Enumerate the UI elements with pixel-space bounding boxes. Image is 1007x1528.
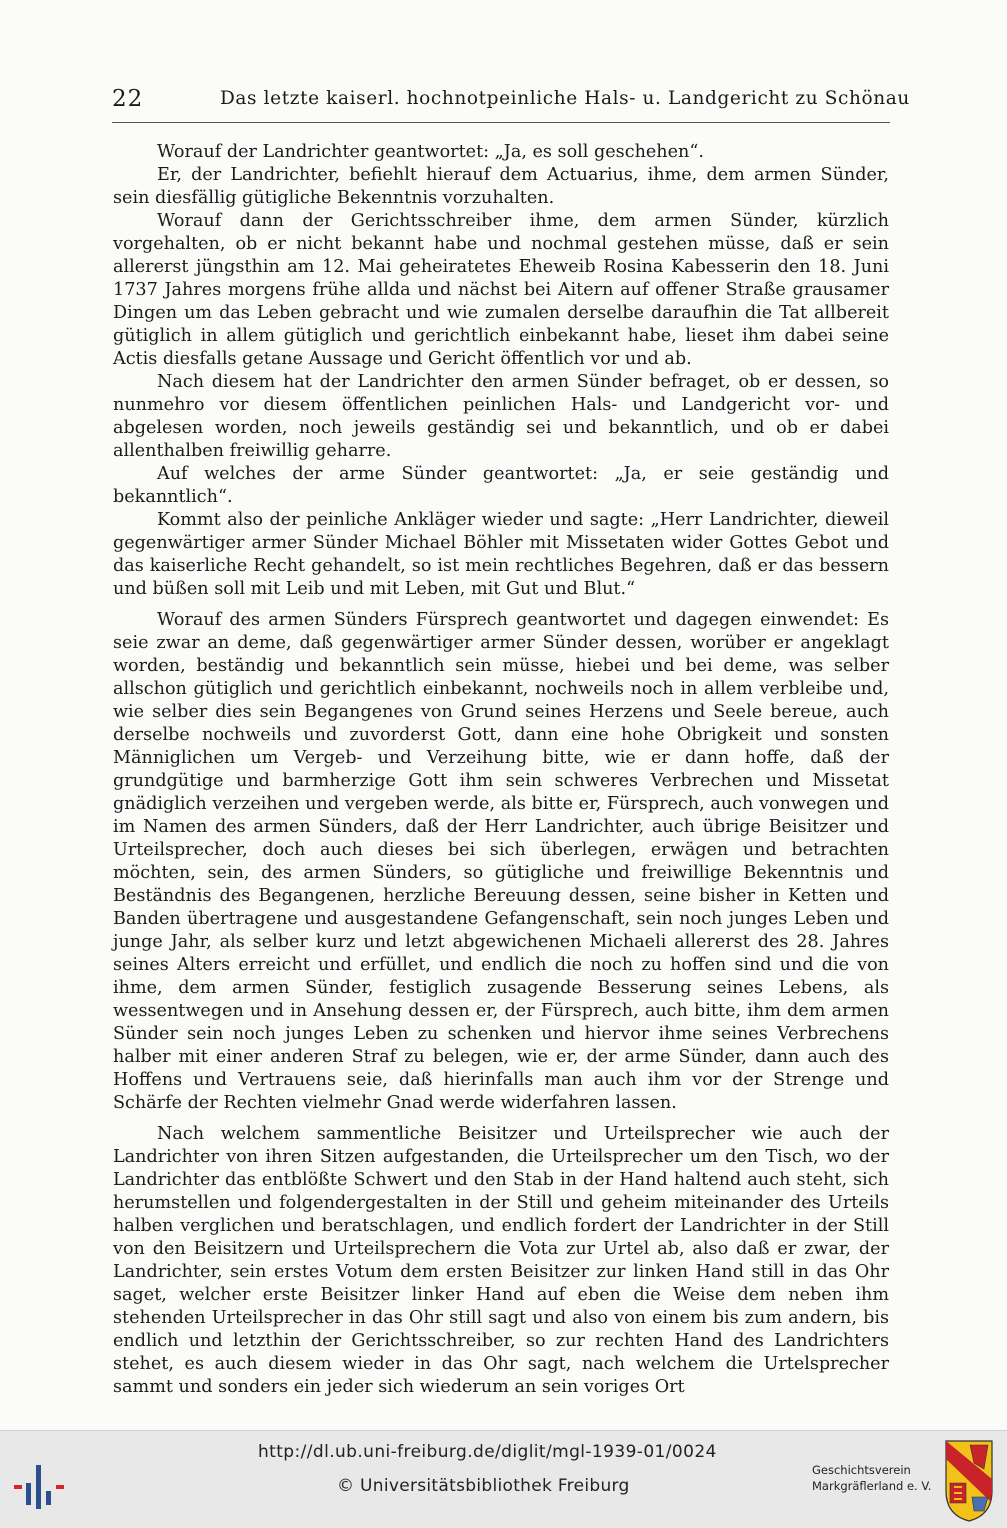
running-head: Das letzte kaiserl. hochnotpeinliche Hals- u. Landgericht zu Schönau	[220, 88, 910, 109]
header-divider	[112, 122, 890, 123]
body-text	[113, 141, 889, 1399]
library-logo-icon[interactable]	[14, 1465, 66, 1509]
page-header	[112, 86, 910, 122]
page-number: 22	[112, 86, 144, 112]
coat-of-arms-icon	[944, 1439, 994, 1523]
paragraph: Worauf dann der Gerichtsschreiber ihme, dem armen Sünder, kürzlich vorgehalten, ob er nicht bekannt habe und nochmal gestehen müsse, daß er sein allererst jüngsthin am 12. Mai geheiratetes Eheweib Rosina Kabesserin den 18. Juni 1737 Jahres morgens frühe allda und nächst bei Aitern auf offener Straße grausamer Dingen um das Leben gebracht und wie zumalen derselbe daraufhin die Tat allbereit gütiglich in allem gütiglich und gerichtlich einbekannt habe, lieset ihm dabei seine Actis diesfalls getane Aussage und Gericht öffentlich vor und ab.	[113, 211, 889, 369]
paragraph: Nach welchem sammentliche Beisitzer und Urteilsprecher wie auch der Landrichter von ihren Sitzen aufgestanden, die Urteilsprecher um den Tisch, wo der Landrichter das entblößte Schwert und den Stab in der Hand haltend auch steht, sich herumstellen und folgendergestalten in der Still und geheim miteinander des Urteils halben verglichen und beratschlagen, und endlich fordert der Landrichter in der Still von den Beisitzern und Urteilsprechern die Vota zur Urtel ab, also daß er zwar, der Landrichter, sein erstes Votum dem ersten Beisitzer zur linken Hand still in das Ohr saget, welcher erste Beisitzer linker Hand auf eben die Weise dem neben ihm stehenden Urteilsprecher in das Ohr still sagt und also von einem bis zum andern, bis endlich und letzthin der Gerichtsschreiber, so zur rechten Hand des Landrichters stehet, es auch diesem wieder in das Ohr sagt, nach welchem die Urtelsprecher sammt und sonders ein jeder sich wiederum an sein voriges Ort	[113, 1124, 889, 1397]
paragraph: Worauf des armen Sünders Fürsprech geantwortet und dagegen einwendet: Es seie zwar an deme, daß gegenwärtiger armer Sünder dessen, worüber er angeklagt worden, beständig und bekanntlich sein müsse, hiebei und bei deme, was selber allschon gütiglich und gerichtlich einbekannt, nochweils noch in allem verbleibe und, wie selber dies sein Begangenes von Grund seines Herzens und Seele bereue, auch derselbe nochweils und zuvorderst Gott, dann eine hohe Obrigkeit und sonsten Männiglichen um Vergeb- und Verzeihung bitte, wie er dann hoffe, daß der grundgütige und barmherzige Gott ihm sein schweres Verbrechen und Missetat gnädiglich verzeihen und vergeben werde, als bitte er, Fürsprech, auch vonwegen und im Namen des armen Sünders, daß der Herr Landrichter, auch übrige Beisitzer und Urteilsprecher, doch auch dieses bei sich überlegen, erwägen und betrachten möchten, sein, des armen Sünders, so gütigliche und freiwillige Bekenntnis und Beständnis des Begangenen, herzliche Bereuung dessen, seine bisher in Ketten und Banden übertragene und ausgestandene Gefangenschaft, sein noch junges Leben und junge Jahr, als selber kurz und letzt abgewichenen Michaeli allererst des 28. Jahres seines Alters erreicht und erfüllet, und endlich die noch zu hoffen sind und die von ihme, dem armen Sünder, festiglich zusagende Besserung seines Lebens, als wessentwegen und in Ansehung dessen er, der Fürsprech, auch bitte, ihm dem armen Sünder sein noch junges Leben zu schenken und hiervor ihme seines Verbrechens halber mit einer anderen Straf zu belegen, wie er, der arme Sünder, dann auch des Hoffens und Vertrauens seie, daß hierinfalls man auch ihm vor der Strenge und Schärfe der Rechten vielmehr Gnad werde widerfahren lassen.	[113, 610, 889, 1113]
paragraph: Auf welches der arme Sünder geantwortet: „Ja, er seie geständig und bekanntlich“.	[113, 464, 889, 507]
society-name	[812, 1462, 931, 1494]
paragraph: Er, der Landrichter, befiehlt hierauf dem Actuarius, ihme, dem armen Sünder, sein diesfällig gütigliche Bekenntnis vorzuhalten.	[113, 165, 889, 208]
paragraph: Worauf der Landrichter geantwortet: „Ja, es soll geschehen“.	[157, 142, 704, 162]
copyright-notice: © Universitätsbibliothek Freiburg	[337, 1476, 630, 1496]
society-name-line: Markgräflerland e. V.	[812, 1479, 932, 1493]
viewer-footer	[0, 1430, 1007, 1528]
permalink-url[interactable]: http://dl.ub.uni-freiburg.de/diglit/mgl-1939-01/0024	[258, 1442, 717, 1462]
paragraph: Nach diesem hat der Landrichter den armen Sünder befraget, ob er dessen, so nunmehro vor diesem öffentlichen peinlichen Hals- und Landgericht vor- und abgelesen worden, noch jeweils geständig sei und bekanntlich, und ob er dabei allenthalben freiwillig geharre.	[113, 372, 889, 461]
paragraph: Kommt also der peinliche Ankläger wieder und sagte: „Herr Landrichter, dieweil gegenwärtiger armer Sünder Michael Böhler mit Missetaten wider Gottes Gebot und das kaiserliche Recht gehandelt, so ist mein rechtliches Begehren, daß er das bessern und büßen soll mit Leib und mit Leben, mit Gut und Blut.“	[113, 510, 889, 599]
society-name-line: Geschichtsverein	[812, 1463, 911, 1477]
